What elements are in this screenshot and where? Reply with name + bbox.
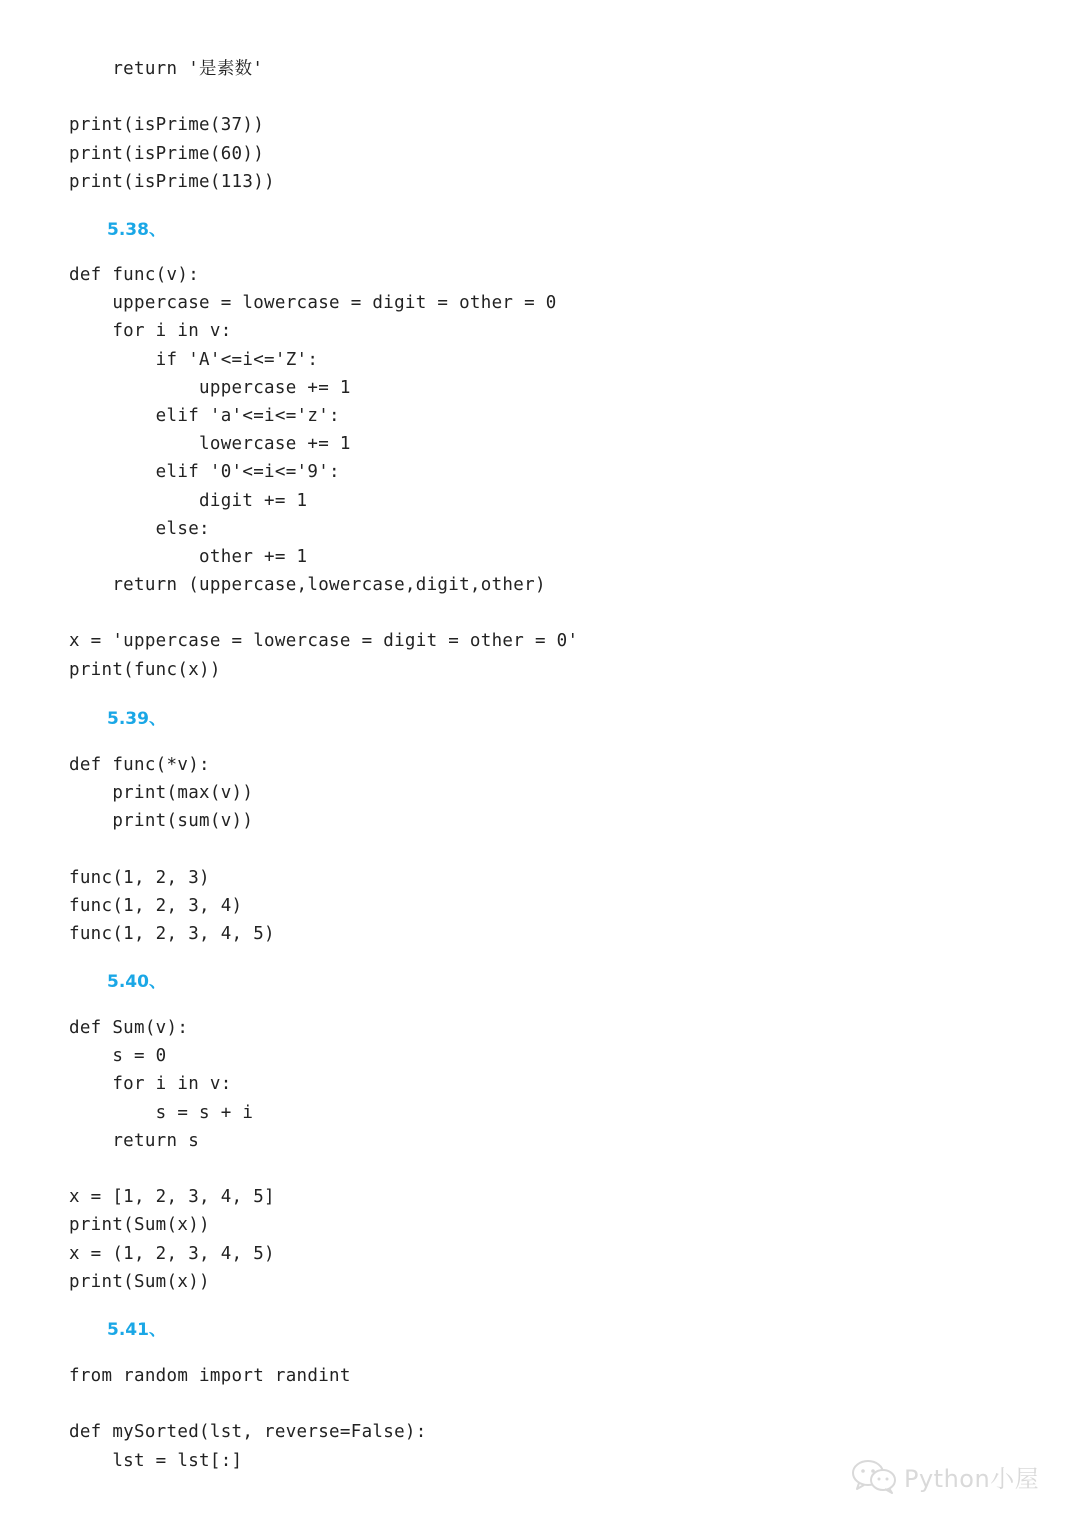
code-line: def mySorted(lst, reverse=False): — [69, 1422, 427, 1443]
code-line — [69, 836, 275, 864]
code-line — [69, 599, 578, 627]
code-line: print(func(x)) — [69, 659, 221, 680]
code-block-5-41 — [69, 1362, 427, 1475]
code-line: s = 0 — [69, 1046, 167, 1067]
code-line: lowercase += 1 — [69, 434, 351, 455]
code-line: uppercase = lowercase = digit = other = 0 — [69, 293, 557, 314]
code-line: def func(v): — [69, 265, 200, 285]
code-line — [69, 1390, 427, 1418]
code-line: func(1, 2, 3, 4, 5) — [69, 924, 275, 945]
code-line: lst = lst[:] — [69, 1450, 243, 1471]
code-line: for i in v: — [69, 1074, 232, 1095]
code-line: digit += 1 — [69, 490, 308, 511]
code-line: def func(*v): — [69, 755, 210, 775]
code-line: for i in v: — [69, 321, 232, 342]
code-line: elif '0'<=i<='9': — [69, 462, 340, 483]
section-heading-5-41: 5.41、 — [107, 1320, 166, 1340]
code-line: from random import randint — [69, 1366, 351, 1386]
code-line: x = (1, 2, 3, 4, 5) — [69, 1243, 275, 1264]
code-line: print(Sum(x)) — [69, 1271, 210, 1292]
code-line: x = 'uppercase = lowercase = digit = other = 0' — [69, 631, 579, 652]
code-line: print(sum(v)) — [69, 811, 254, 832]
watermark — [850, 1456, 1039, 1496]
code-block-5-40 — [69, 1014, 275, 1296]
section-heading-5-39: 5.39、 — [107, 709, 166, 729]
section-heading-5-40: 5.40、 — [107, 972, 166, 992]
code-line: uppercase += 1 — [69, 377, 351, 398]
code-line: else: — [69, 518, 210, 539]
code-line: return (uppercase,lowercase,digit,other) — [69, 575, 546, 596]
code-line: other += 1 — [69, 546, 308, 567]
code-line: func(1, 2, 3, 4) — [69, 895, 243, 916]
code-block-5-39 — [69, 751, 275, 948]
code-line: print(Sum(x)) — [69, 1215, 210, 1236]
code-line: print(isPrime(37)) — [69, 115, 265, 136]
code-line: print(isPrime(60)) — [69, 143, 265, 164]
wechat-icon — [850, 1458, 898, 1494]
watermark-text: Python小屋 — [904, 1464, 1040, 1493]
code-line: s = s + i — [69, 1102, 254, 1123]
code-line — [69, 83, 275, 111]
code-block-isprime-tail — [69, 55, 275, 196]
code-line: if 'A'<=i<='Z': — [69, 349, 319, 370]
code-line: elif 'a'<=i<='z': — [69, 405, 340, 426]
code-line: def Sum(v): — [69, 1018, 189, 1038]
code-line: func(1, 2, 3) — [69, 867, 210, 888]
code-line: print(max(v)) — [69, 783, 254, 804]
code-line: return '是素数' — [69, 59, 264, 79]
code-line: print(isPrime(113)) — [69, 171, 275, 192]
code-line: return s — [69, 1130, 200, 1151]
code-line: x = [1, 2, 3, 4, 5] — [69, 1187, 275, 1208]
code-line — [69, 1155, 275, 1183]
section-heading-5-38: 5.38、 — [107, 220, 166, 240]
code-block-5-38 — [69, 261, 578, 684]
